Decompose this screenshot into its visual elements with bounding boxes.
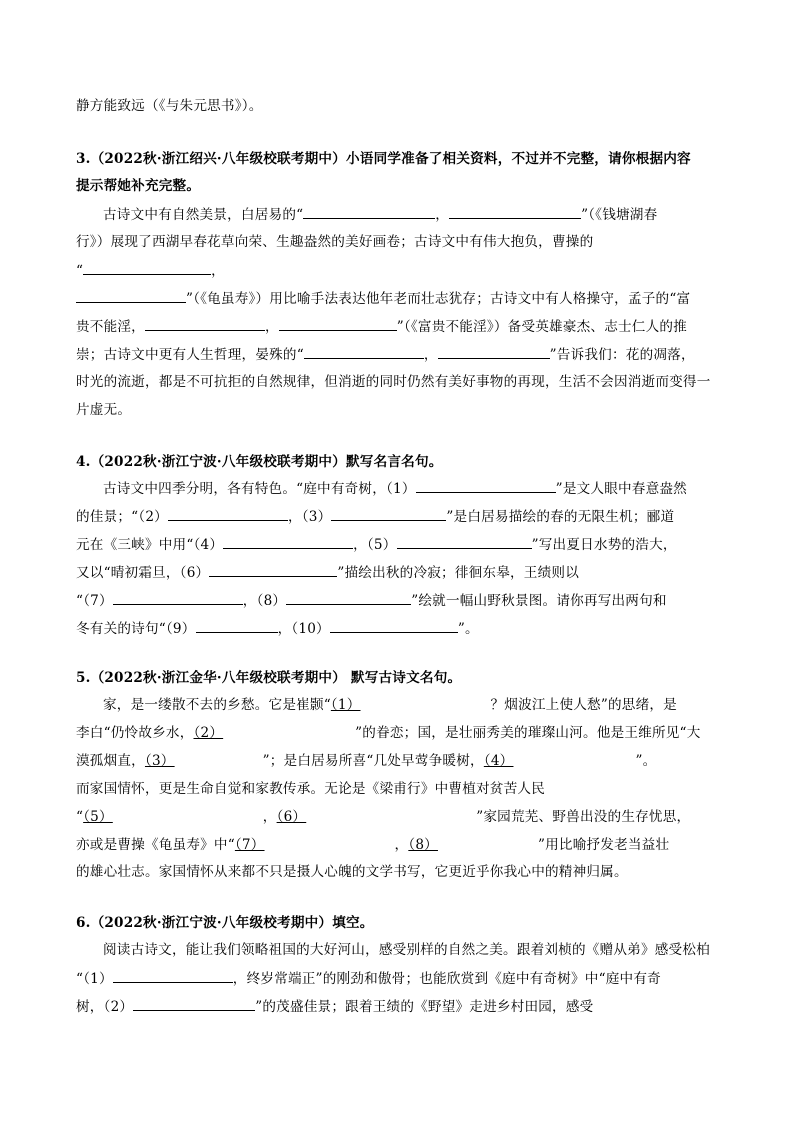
text-line: 而家国情怀，更是生命自觉和家教传承。无论是《梁甫行》中曹植对贫苦人民: [76, 781, 545, 797]
text-line: 静方能致远（《与朱元思书》）。: [76, 98, 263, 114]
blank-field[interactable]: [416, 478, 556, 493]
text-line: 冬有关的诗句“（9） ，（10） ”。: [76, 618, 479, 639]
text-line: “ ，: [76, 260, 225, 281]
blank-field[interactable]: [209, 562, 337, 577]
blank-field[interactable]: [113, 968, 233, 983]
blank-field[interactable]: [83, 260, 211, 275]
blank-field[interactable]: [76, 288, 186, 303]
text-line: 家，是一缕散不去的乡愁。它是崔颢“（1） ？烟波江上使人愁”的思绪，是: [103, 697, 677, 713]
question-4-heading: 4.（2022秋·浙江宁波·八年级校联考期中）默写名言名句。: [76, 454, 443, 470]
question-6-heading: 6.（2022秋·浙江宁波·八年级校考期中）填空。: [76, 915, 374, 931]
blank-field[interactable]: [133, 996, 255, 1011]
text-line: “（7） ，（8） ”绘就一幅山野秋景图。请你再写出两句和: [76, 590, 667, 611]
text-line: 李白“仍怜故乡水，（2） ”的眷恋；国，是壮丽秀美的璀璨山河。他是王维所见“大: [76, 725, 701, 741]
blank-field[interactable]: [438, 344, 550, 359]
blank-field[interactable]: [303, 204, 435, 219]
text-line: ”（《龟虽寿》）用比喻手法表达他年老而壮志犹存；古诗文中有人格操守，孟子的“富: [76, 288, 690, 309]
text-line: 的雄心壮志。家国情怀从来都不只是摄人心魄的文学书写，它更近乎你我心中的精神归属。: [76, 864, 628, 880]
blank-field[interactable]: [449, 204, 581, 219]
text-line: 片虚无。: [76, 402, 132, 418]
text-line: 树，（2） ”的茂盛佳景；跟着王绩的《野望》走进乡村田园，感受: [76, 996, 593, 1017]
question-3-heading-cont: 提示帮她补充完整。: [76, 178, 201, 194]
blank-field[interactable]: （7）: [234, 837, 265, 853]
blank-field[interactable]: （5）: [83, 809, 113, 825]
text-line: 亦或是曹操《龟虽寿》中“（7） ，（8） ”用比喻抒发老当益壮: [76, 837, 670, 853]
blank-field[interactable]: [397, 534, 532, 549]
text-line: 时光的流逝，都是不可抗拒的自然规律，但消逝的同时仍然有美好事物的再现，生活不会因消逝而变得一: [76, 374, 711, 390]
text-line: 贵不能淫， ， ”（《富贵不能淫》）备受英雄豪杰、志士仁人的推: [76, 316, 687, 337]
blank-field[interactable]: [330, 618, 458, 633]
blank-field[interactable]: [223, 534, 353, 549]
text-line: 崇；古诗文中更有人生哲理，晏殊的“ ， ”告诉我们：花的凋落，: [76, 344, 695, 365]
blank-field[interactable]: [196, 618, 278, 633]
text-line: 漠孤烟直，（3） ”；是白居易所喜“几处早莺争暖树，（4） ”。: [76, 753, 657, 769]
blank-field[interactable]: （4）: [483, 753, 514, 769]
text-line: “（5） ，（6） ”家园荒芜、野兽出没的生存忧思，: [76, 809, 691, 825]
blank-field[interactable]: [168, 506, 288, 521]
blank-field[interactable]: （1）: [330, 697, 361, 713]
blank-field[interactable]: [286, 590, 411, 605]
text-line: 元在《三峡》中用“（4） ，（5） ”写出夏日水势的浩大，: [76, 534, 677, 555]
question-3-heading: 3.（2022秋·浙江绍兴·八年级校联考期中）小语同学准备了相关资料，不过并不完整，请你根据内容: [76, 151, 691, 167]
text-line: 行》）展现了西湖早春花草向荣、生趣盎然的美好画卷；古诗文中有伟大抱负，曹操的: [76, 234, 594, 250]
text-line: 古诗文中有自然美景，白居易的“ ， ”（《钱塘湖春: [103, 204, 657, 225]
blank-field[interactable]: [145, 316, 265, 331]
blank-field[interactable]: [279, 316, 397, 331]
text-line: “（1） ，终岁常端正”的刚劲和傲骨；也能欣赏到《庭中有奇树》中“庭中有奇: [76, 968, 661, 989]
blank-field[interactable]: （6）: [276, 809, 307, 825]
blank-field[interactable]: [113, 590, 243, 605]
blank-field[interactable]: [304, 344, 424, 359]
question-5-heading: 5.（2022秋·浙江金华·八年级校联考期中） 默写古诗文名句。: [76, 670, 462, 686]
blank-field[interactable]: [331, 506, 446, 521]
text-line: 又以“晴初霜旦，（6） ”描绘出秋的冷寂；徘徊东皋，王绩则以: [76, 562, 579, 583]
blank-field[interactable]: （2）: [193, 725, 224, 741]
text-line: 的佳景；“（2） ，（3） ”是白居易描绘的春的无限生机；郦道: [76, 506, 674, 527]
text-line: 阅读古诗文，能让我们领略祖国的大好河山，感受别样的自然之美。跟着刘桢的《赠从弟》感受松柏: [103, 942, 710, 958]
blank-field[interactable]: （3）: [144, 753, 175, 769]
blank-field[interactable]: （8）: [408, 837, 438, 853]
text-line: 古诗文中四季分明，各有特色。“庭中有奇树，（1） ”是文人眼中春意盎然: [103, 478, 687, 499]
